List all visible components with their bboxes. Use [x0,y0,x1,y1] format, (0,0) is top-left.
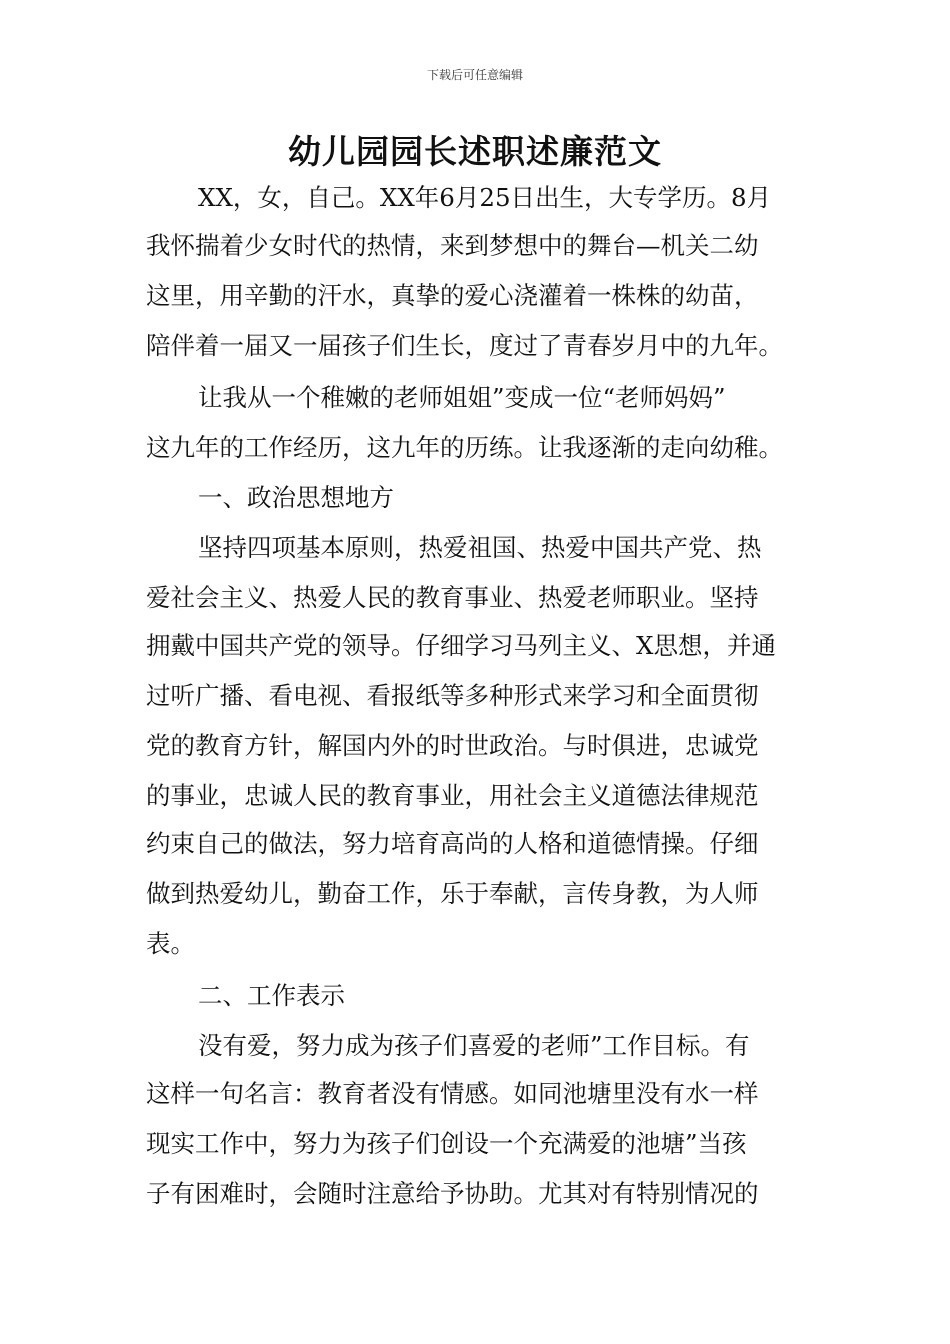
text-line: 约束自己的做法，努力培育高尚的人格和道德情操。仔细 [146,829,759,858]
text-line: 陪伴着一届又一届孩子们生长，度过了青春岁月中的九年。 [146,331,783,360]
text-line: 这九年的工作经历，这九年的历练。让我逐渐的走向幼稚。 [146,433,783,462]
document-title: 幼儿园园长述职述廉范文 [288,132,662,171]
header-note: 下载后可任意编辑 [426,68,523,82]
text-line: 这里，用辛勤的汗水，真挚的爱心浇灌着一株株的幼苗， [146,281,759,310]
section-heading: 一、政治思想地方 [198,483,394,512]
text-line: 的事业，忠诚人民的教育事业，用社会主义道德法律规范 [146,781,759,810]
text-line: XX，女，自己。XX年6月25日出生，大专学历。8月 [198,183,772,212]
text-line: 子有困难时，会随时注意给予协助。尤其对有特别情况的 [146,1179,759,1208]
text-line: 爱社会主义、热爱人民的教育事业、热爱老师职业。坚持 [146,583,759,612]
text-line: 表。 [146,929,195,958]
text-line: 没有爱，努力成为孩子们喜爱的老师”工作目标。有 [198,1031,750,1060]
text-line: 做到热爱幼儿，勤奋工作，乐于奉献，言传身教，为人师 [146,879,759,908]
text-line: 拥戴中国共产党的领导。仔细学习马列主义、X思想，并通 [146,631,776,660]
text-line: 过听广播、看电视、看报纸等多种形式来学习和全面贯彻 [146,681,759,710]
text-line: 党的教育方针，解国内外的时世政治。与时俱进，忠诚党 [146,731,759,760]
section-heading: 二、工作表示 [198,981,345,1010]
text-line: 让我从一个稚嫩的老师姐姐”变成一位“老师妈妈” [198,383,726,412]
text-line: 这样一句名言：教育者没有情感。如同池塘里没有水一样 [146,1079,759,1108]
text-line: 我怀揣着少女时代的热情，来到梦想中的舞台—机关二幼 [146,231,759,260]
text-line: 现实工作中，努力为孩子们创设一个充满爱的池塘”当孩 [146,1129,747,1158]
text-line: 坚持四项基本原则，热爱祖国、热爱中国共产党、热 [198,533,762,562]
